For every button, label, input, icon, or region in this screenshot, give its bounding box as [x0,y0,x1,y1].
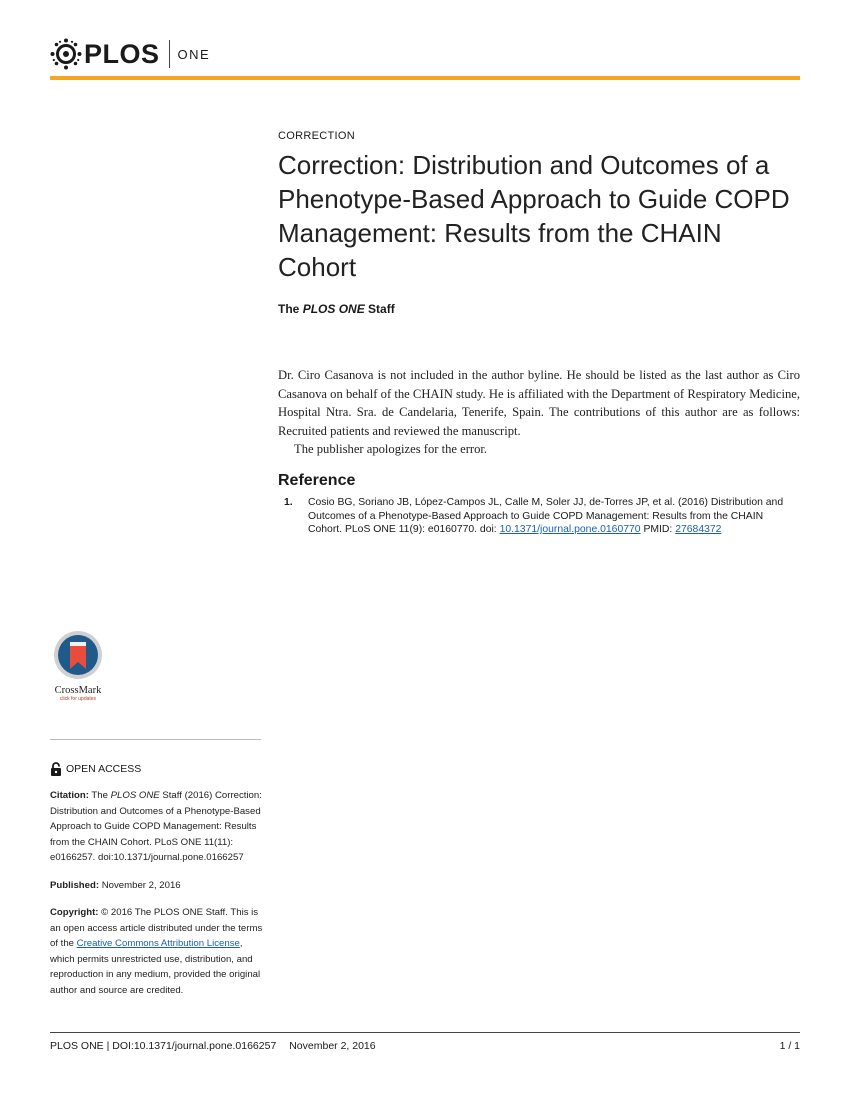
article-sidebar [50,788,264,1010]
article-title: Correction: Distribution and Outcomes of a Phenotype-Based Approach to Guide COPD Management: Results from the CHAIN Cohort [278,150,790,282]
body-paragraph-2: The publisher apologizes for the error. [294,442,488,456]
body-paragraph-1: Dr. Ciro Casanova is not included in the author byline. He should be listed as the last author as Ciro Casanova on behalf of the CHAIN study. He is affiliated with the Department of Respiratory Medicine, Hospital Ntra. Sra. de Candelaria, Tenerife, Spain. The contributions of this author are as follows: Recruited patients and reviewed the manuscript. [278,368,800,438]
footer-rule [50,1032,800,1033]
copyright-label: Copyright: [50,907,99,918]
open-access-badge [50,762,141,776]
copyright [50,905,264,998]
sidebar-rule [50,739,261,740]
plos-one-logo[interactable] [50,38,210,70]
logo-one-text: ONE [177,46,211,62]
open-lock-icon [50,762,62,776]
reference-heading: Reference [278,472,356,489]
page-number: 1 / 1 [779,1040,800,1052]
author-suffix: Staff [368,302,395,316]
license-link[interactable]: Creative Commons Attribution License [76,938,240,949]
citation-prefix: The [91,790,108,801]
reference-number: 1. [284,497,293,508]
footer-date: November 2, 2016 [289,1040,376,1052]
author-prefix: The [278,302,300,316]
reference-pmid-link[interactable]: 27684372 [675,524,722,535]
author-byline [278,302,395,316]
reference-text-block [308,496,800,537]
plos-logo-icon [50,38,82,70]
crossmark-icon [53,630,103,680]
reference-doi-link[interactable]: 10.1371/journal.pone.0160770 [499,524,641,535]
copyright-text-2: , which permits unrestricted use, distribution, and reproduction in any medium, provided the original author and source are credited. [50,938,261,996]
crossmark-sublabel: click for updates [59,696,97,702]
reference-list [284,496,800,537]
reference-item [284,496,800,537]
logo-separator [169,40,170,68]
citation-text: Staff (2016) Correction: Distribution and Outcomes of a Phenotype-Based Approach to Guide COPD Management: Results from the CHAIN Cohort. PLoS ONE 11(11): e0166257. doi:10.1371/journal.pone.0166257 [50,790,262,863]
published-date: November 2, 2016 [101,879,181,891]
open-access-label: OPEN ACCESS [66,763,142,775]
citation-label: Citation: [50,790,89,801]
footer-doi: PLOS ONE | DOI:10.1371/journal.pone.0166257 [50,1040,277,1052]
published-label: Published: [50,879,100,891]
published [50,878,264,894]
author-journal: PLOS ONE [302,302,365,316]
logo-plos-text: PLOS [84,38,160,69]
copyright-text-1: © 2016 The PLOS ONE Staff. This is an open access article distributed under the terms of the [50,907,263,949]
footer-citation [50,1040,376,1052]
crossmark-label: CrossMark [54,685,102,696]
reference-pmid-label: PMID: [640,524,676,535]
article-body [278,366,800,459]
crossmark-badge[interactable] [50,630,106,703]
reference-text: Cosio BG, Soriano JB, López-Campos JL, Calle M, Soler JJ, de-Torres JP, et al. (2016) Distribution and Outcomes of a Phenotype-Based Approach to Guide COPD Management: Results from the CHAIN Cohort. PLoS ONE 11(9): e0160770. doi: [308,497,784,535]
header-rule [50,76,800,80]
citation-journal: PLOS ONE [110,790,160,801]
article-type: CORRECTION [278,130,355,142]
citation [50,788,264,866]
